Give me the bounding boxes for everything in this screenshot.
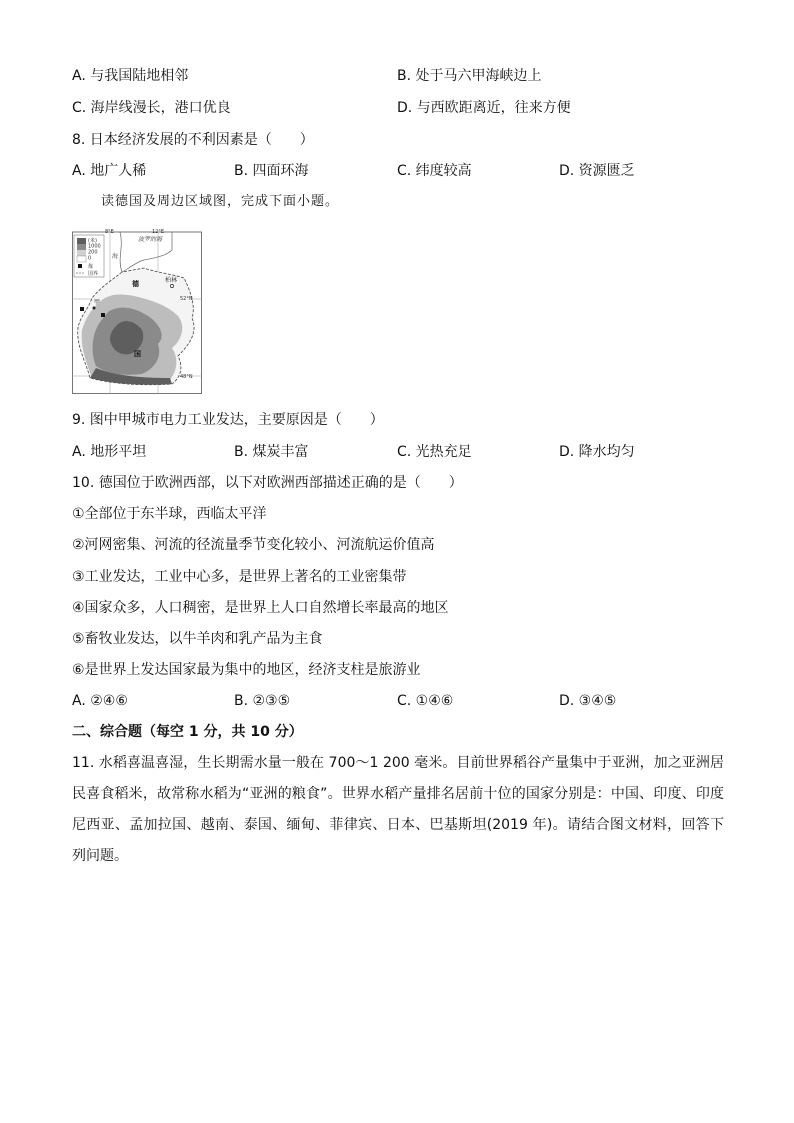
q7-option-d: D. 与西欧距离近，往来方便 bbox=[397, 100, 571, 116]
q8-option-c: C. 纬度较高 bbox=[397, 163, 472, 179]
q9-option-a: A. 地形平坦 bbox=[72, 444, 147, 460]
lat-label-52n: 52°N bbox=[180, 296, 193, 302]
q7-option-c: C. 海岸线漫长，港口优良 bbox=[72, 100, 231, 116]
city-jia-label: 甲 bbox=[94, 299, 101, 306]
q10-option-b: B. ②③⑤ bbox=[234, 693, 291, 709]
q10-statement-1: ①全部位于东半球，西临太平洋 bbox=[72, 506, 267, 522]
coal-marker-icon bbox=[80, 307, 84, 311]
legend-0: 0 bbox=[88, 255, 92, 262]
q10-statement-5: ⑤畜牧业发达，以牛羊肉和乳产品为主食 bbox=[72, 631, 323, 647]
q7-option-a: A. 与我国陆地相邻 bbox=[72, 68, 189, 84]
legend-1000: 1000 bbox=[88, 243, 101, 250]
coal-marker-icon bbox=[101, 313, 105, 317]
q10-statement-2: ②河网密集、河流的径流量季节变化较小、河流航运价值高 bbox=[72, 537, 435, 553]
q8-option-a: A. 地广人稀 bbox=[72, 163, 147, 179]
q7-option-b: B. 处于马六甲海峡边上 bbox=[397, 68, 542, 84]
q10-option-c: C. ①④⑥ bbox=[397, 693, 454, 709]
q10-statement-3: ③工业发达，工业中心多，是世界上著名的工业密集带 bbox=[72, 569, 407, 585]
q9-option-d: D. 降水均匀 bbox=[559, 444, 635, 460]
sea-label: 波罗的海 bbox=[138, 236, 163, 243]
legend-coal: 煤 bbox=[88, 264, 94, 270]
q10-stem: 10. 德国位于欧洲西部，以下对欧洲西部描述正确的是（ ） bbox=[72, 475, 463, 491]
map-intro: 读德国及周边区域图，完成下面小题。 bbox=[101, 194, 340, 209]
lon-label-12e: 12°E bbox=[152, 229, 165, 235]
q8-option-d: D. 资源匮乏 bbox=[559, 163, 635, 179]
q10-statement-6: ⑥是世界上发达国家最为集中的地区，经济支柱是旅游业 bbox=[72, 662, 421, 678]
berlin-label: 柏林 bbox=[165, 277, 178, 284]
country-label-de: 德 bbox=[132, 280, 139, 288]
legend-unit: (米) bbox=[88, 238, 97, 244]
north-sea-label: 海 bbox=[112, 253, 119, 260]
q9-stem: 9. 图中甲城市电力工业发达，主要原因是（ ） bbox=[72, 412, 384, 428]
q10-option-a: A. ②④⑥ bbox=[72, 693, 128, 709]
lat-label-48n: 48°N bbox=[180, 374, 193, 380]
q10-statement-4: ④国家众多，人口稠密，是世界上人口自然增长率最高的地区 bbox=[72, 600, 449, 616]
lon-label-8e: 8°E bbox=[105, 229, 114, 235]
q11-text: 11. 水稻喜温喜湿，生长期需水量一般在 700～1 200 毫米。目前世界稻谷产量集中于亚洲，加之亚洲居民喜食稻米，故常称水稻为“亚洲的粮食”。世界水稻产量排名居前十位的国家分别是：中国、印度、印度尼西亚、孟加拉国、越南、泰国、缅甸、菲律宾、日本、巴基斯坦(2019 年)。请结合图文材料，回答下列问题。 bbox=[72, 755, 724, 864]
germany-map bbox=[72, 228, 202, 394]
city-jia-marker-icon bbox=[93, 307, 96, 310]
legend-border: 国界 bbox=[88, 271, 99, 277]
q9-option-c: C. 光热充足 bbox=[397, 444, 472, 460]
section-2-heading: 二、综合题（每空 1 分，共 10 分） bbox=[72, 724, 303, 740]
country-label-guo: 国 bbox=[134, 350, 141, 358]
q10-option-d: D. ③④⑤ bbox=[559, 693, 617, 709]
q9-option-b: B. 煤炭丰富 bbox=[234, 444, 309, 460]
legend-200: 200 bbox=[88, 249, 98, 256]
coal-legend-icon bbox=[78, 264, 82, 268]
q8-option-b: B. 四面环海 bbox=[234, 163, 309, 179]
q8-stem: 8. 日本经济发展的不利因素是（ ） bbox=[72, 132, 314, 148]
